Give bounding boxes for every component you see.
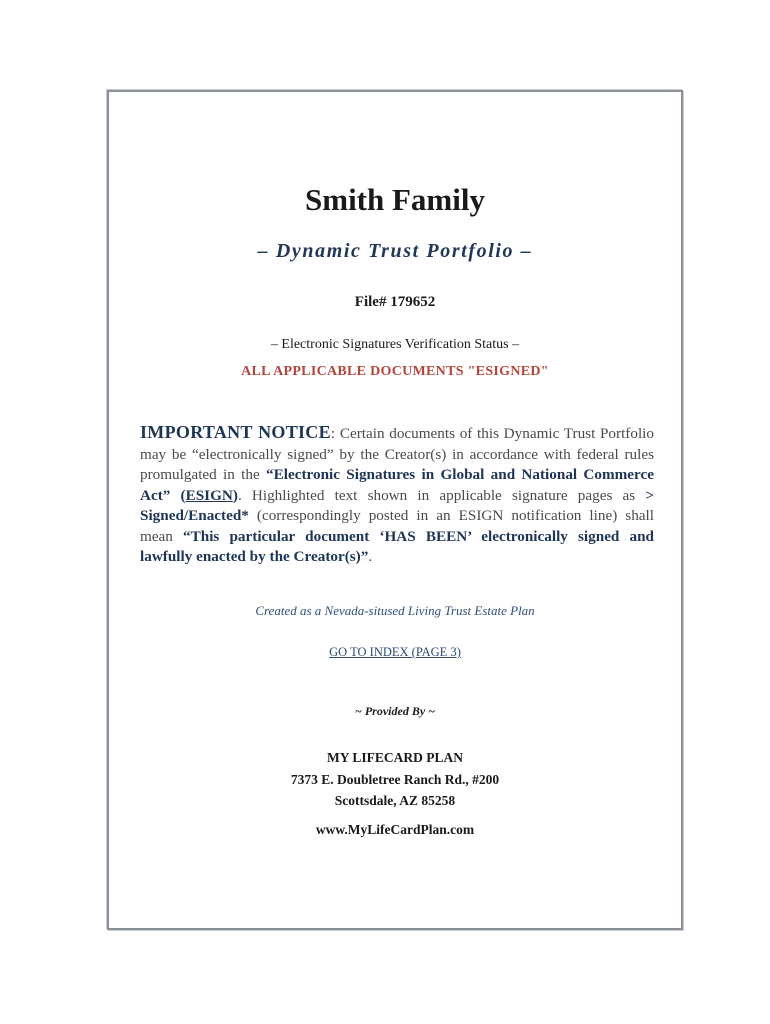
- notice-definition: “This particular document ‘HAS BEEN’ electronically signed and lawfully enacted by the Creator(s)”: [140, 527, 655, 565]
- esigned-status: ALL APPLICABLE DOCUMENTS "ESIGNED": [241, 364, 549, 379]
- notice-act-close: ): [232, 486, 238, 504]
- provider-address-line1: 7373 E. Doubletree Ranch Rd., #200: [290, 771, 500, 787]
- created-note: Created as a Nevada-sitused Living Trust Estate Plan: [255, 603, 535, 618]
- provider-address-line2: Scottsdale, AZ 85258: [334, 793, 456, 808]
- goto-index-link[interactable]: GO TO INDEX (PAGE 3): [329, 645, 461, 659]
- document-page-frame: [107, 90, 683, 930]
- esign-abbreviation: ESIGN: [185, 486, 233, 504]
- document-title: Smith Family: [305, 182, 485, 217]
- important-notice-paragraph: [140, 422, 654, 568]
- notice-text-3: (correspondingly posted in an ESIGN notification line) shall mean: [140, 507, 654, 545]
- provider-name: MY LIFECARD PLAN: [327, 750, 463, 765]
- document-subtitle: – Dynamic Trust Portfolio –: [257, 240, 533, 262]
- file-number: File# 179652: [354, 294, 436, 310]
- provider-website: www.MyLifeCardPlan.com: [315, 822, 475, 837]
- provided-by-label: ~ Provided By ~: [355, 704, 435, 718]
- provider-block: [109, 747, 681, 812]
- notice-act-name: “Electronic Signatures in Global and National Commerce Act” (: [140, 466, 654, 504]
- notice-text-4: .: [368, 548, 373, 565]
- notice-text-1: : Certain documents of this Dynamic Trust Portfolio may be “electronically signed” by the Creator(s) in accordance with federal rules promulgated in the: [140, 425, 654, 483]
- signed-enacted-marker: > Signed/Enacted*: [140, 486, 655, 524]
- notice-heading: IMPORTANT NOTICE: [140, 422, 331, 442]
- notice-text-2: . Highlighted text shown in applicable signature pages as: [237, 486, 646, 504]
- esig-verification-heading: – Electronic Signatures Verification Status –: [270, 337, 520, 352]
